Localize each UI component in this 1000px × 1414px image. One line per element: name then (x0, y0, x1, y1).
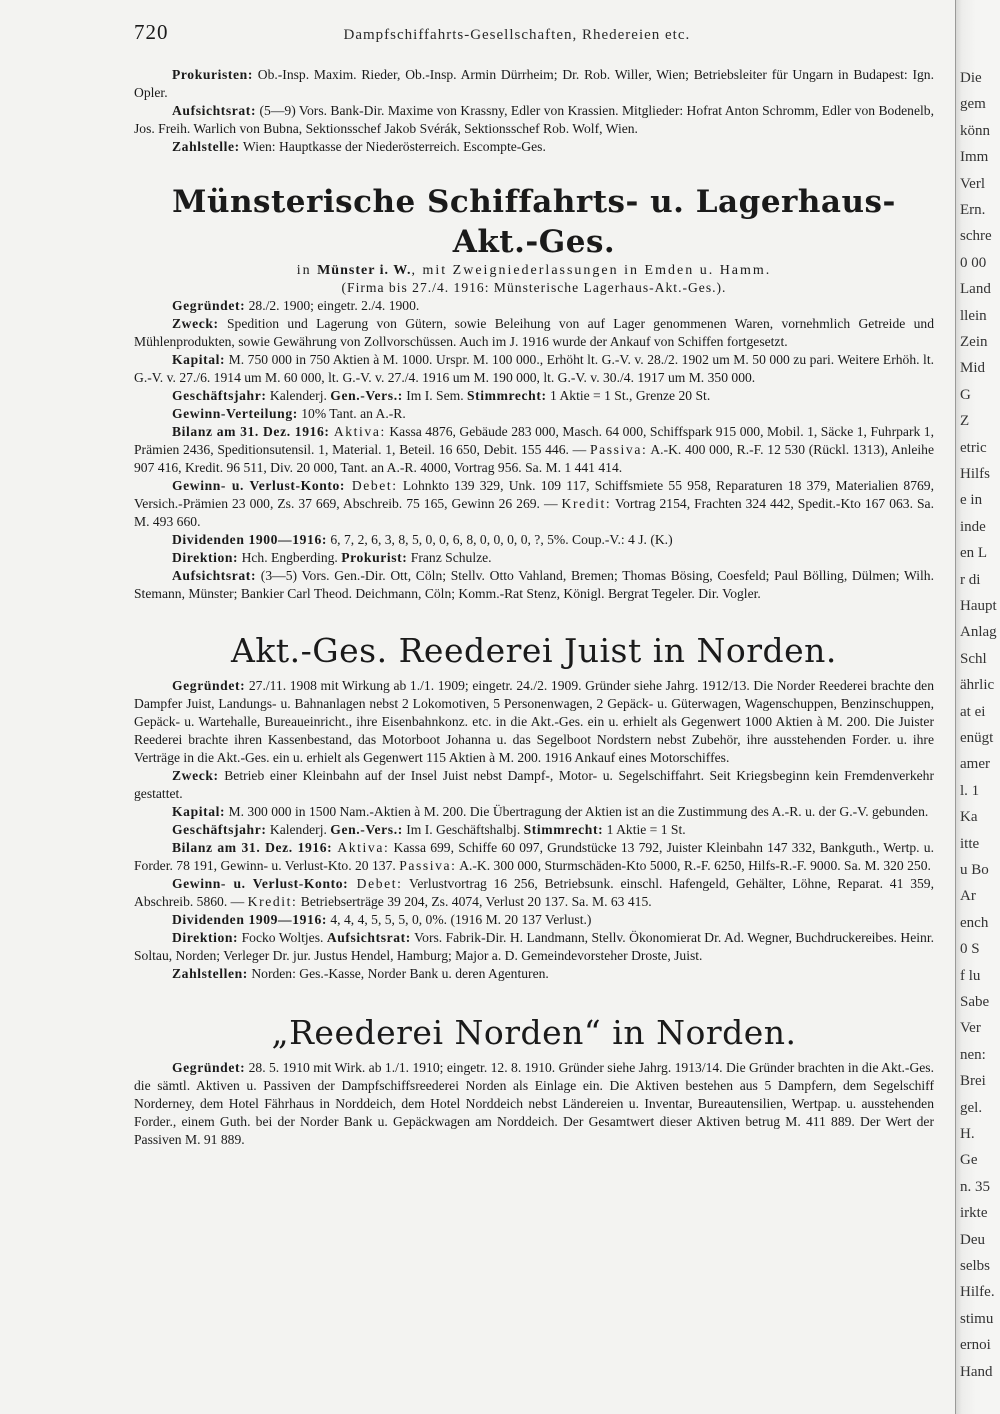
field-text: Kassa 4876, Gebäude 283 000, Masch. 64 000, Schiffspark 915 000, Mobil. 1, Säcke 1, Fuhrpark 1, Prämien 2436, Speditionsutensil. 1, Material. 1, Beteil. 16 650, Debit. 155 446. — (134, 424, 934, 457)
edge-fragment: en L (960, 545, 988, 561)
edge-fragment: n. 35 (960, 1179, 990, 1195)
field-text: A.-K. 300 000, Sturmschäden-Kto 5000, R.-F. 6250, Hilfs-R.-F. 9000. Sa. M. 320 250. (456, 858, 931, 873)
field-text: Kalenderj. (266, 388, 331, 403)
field-label: Gen.-Vers.: (330, 388, 403, 403)
entry-zweck (134, 767, 934, 803)
entry-dividenden (134, 531, 934, 549)
page-content (134, 66, 934, 1149)
field-label: Direktion: (172, 550, 239, 565)
edge-fragment: Deu (960, 1232, 985, 1248)
entry-zahlstelle (134, 138, 934, 156)
edge-fragment: schre (960, 228, 992, 244)
adjacent-page-edge (955, 0, 1000, 1414)
field-label: Stimmrecht: (523, 822, 604, 837)
entry-zahlstellen (134, 965, 934, 983)
edge-fragment: irkte (960, 1205, 988, 1221)
field-label: Zahlstelle: (172, 139, 240, 154)
field-label: Prokuristen: (172, 67, 253, 82)
field-label: Stimmrecht: (467, 388, 547, 403)
edge-fragment: Brei (960, 1073, 986, 1089)
debet-label: Debet: (345, 478, 398, 493)
field-text: Franz Schulze. (407, 550, 492, 565)
entry-gegruendet (134, 677, 934, 767)
edge-fragment: Land (960, 281, 991, 297)
edge-fragment: Ar (960, 888, 976, 904)
edge-fragment: Die (960, 70, 982, 86)
field-label: Gewinn- u. Verlust-Konto: (172, 876, 349, 891)
kredit-label: Kredit: (561, 496, 612, 511)
edge-fragment: könn (960, 123, 990, 139)
field-text: 28. 5. 1910 mit Wirk. ab 1./1. 1910; eingetr. 12. 8. 1910. Gründer siehe Jahrg. 1913/14. Die Gründer brachten in die Akt.-Ges. die sämtl. Aktiven u. Passiven der Dampfschiffsreederei Norden als Einlage ein. Die Aktiven bestehen aus 5 Dampfern, dem Segelschiff Norderney, dem Hotel Fährhaus in Norddeich, dem Hotel Norddeich nebst Ländereien u. Inventar, Bureautensilien, Wertpap. u. ausstehenden Forder., einem Guth. bei der Norder Bank u. Gepäckwagen am Norddeich. Der Gesamtwert dieser Aktiven betrug M. 411 889. Der Wert der Passiven M. 91 889. (134, 1060, 934, 1147)
edge-fragment: G (960, 387, 971, 403)
field-label: Gen.-Vers.: (330, 822, 403, 837)
field-text: Kalenderj. (266, 822, 331, 837)
kredit-label: Kredit: (247, 894, 298, 909)
edge-fragment: Z (960, 413, 970, 429)
entry-kapital (134, 351, 934, 387)
edge-fragment: 0 00 (960, 255, 987, 271)
field-label: Dividenden 1900—1916: (172, 532, 327, 547)
entry-bilanz (134, 423, 934, 477)
field-label: Bilanz am 31. Dez. 1916: (172, 840, 333, 855)
field-text: 1 Aktie = 1 St. (603, 822, 686, 837)
entry-gegruendet (134, 297, 934, 315)
field-text: (3—5) Vors. Gen.-Dir. Ott, Cöln; Stellv. Otto Vahland, Bremen; Thomas Bösing, Coesfeld; Paul Bölling, Dülmen; Wilh. Stemann, Münster; Bankier Carl Theod. Deichmann, Cöln; Komm.-Rat Stenz, Königl. Bergrat Tegeler. Dir. Vogler. (134, 568, 934, 601)
running-title: Dampfschiffahrts-Gesellschaften, Rhedereien etc. (343, 27, 691, 43)
field-label: Zweck: (172, 316, 219, 331)
edge-fragment: H. (960, 1126, 975, 1142)
entry-kapital (134, 803, 934, 821)
edge-fragment: Hilfe. (960, 1284, 995, 1300)
field-text: Spedition und Lagerung von Gütern, sowie Beleihung von auf Lager genommenen Waren, vornehmlich Getreide und Mühlenprodukten, sowie Gewährung von Zollvorschüssen. Auch im J. 1916 wurde der Ankauf von Schiffen fortgesetzt. (134, 316, 934, 349)
field-text: A.-K. 400 000, R.-F. 12 530 (Rückl. 1313), Anleihe 907 416, Kredit. 96 511, Div. 20 000, Tant. an A.-R. 4000, Vortrag 956. Sa. M. 1 441 414. (134, 442, 935, 475)
field-label: Gewinn- u. Verlust-Konto: (172, 478, 346, 493)
entry-gewinn-verteilung (134, 405, 934, 423)
field-label: Dividenden 1909—1916: (172, 912, 327, 927)
edge-fragment: Hilfs (960, 466, 990, 482)
company-title-muenster: Münsterische Schiffahrts- u. Lagerhaus-Akt.-Ges. (172, 184, 896, 260)
field-text: Ob.-Insp. Maxim. Rieder, Ob.-Insp. Armin Dürrheim; Dr. Rob. Willer, Wien; Betriebsleiter für Ungarn in Budapest: Ign. Opler. (134, 67, 934, 100)
field-text: Focko Woltjes. (238, 930, 327, 945)
field-label: Gewinn-Verteilung: (172, 406, 298, 421)
field-label: Zahlstellen: (172, 966, 248, 981)
field-text: Hch. Engberding. (238, 550, 342, 565)
edge-fragment: Imm (960, 149, 989, 165)
field-text: M. 300 000 in 1500 Nam.-Aktien à M. 200. Die Übertragung der Aktien ist an die Zustimmung des A.-R. u. der G.-V. gebunden. (225, 804, 929, 819)
field-label: Bilanz am 31. Dez. 1916: (172, 424, 330, 439)
edge-fragment: amer (960, 756, 990, 772)
edge-fragment: ench (960, 915, 989, 931)
field-text: 28./2. 1900; eingetr. 2./4. 1900. (245, 298, 420, 313)
field-text: 27./11. 1908 mit Wirkung ab 1./1. 1909; eingetr. 24./2. 1909. Gründer siehe Jahrg. 1912/13. Die Norder Reederei brachte den Dampfer Juist, Landungs- u. Bahnanlagen nebst 2 Lokomotiven, 5 Personenwagen, 2 Gepäck- u. Güterwagen, Wagenschuppen, Benzinschuppen, Gepäck- u. Wartehalle, Bureaueinricht., ihre Eisenbahnkonz. etc. in die Akt.-Ges. ein u. erhielt als Gegenwert 1000 Aktien à M. 200. Die Juister Reederei brachte ihren Kassenbestand, das Motorboot Johanna u. das Segelboot Nordstern nebst Zubehör, ihre ausstehenden Forder. u. ihre Verträge in die Akt.-Ges. ein u. erhielt als Gegenwert 115 Aktien à M. 200. 1916 Ankauf eines Motorschiffes. (134, 678, 934, 765)
field-text: Verlustvortrag 16 256, Betriebsunk. einschl. Hafengeld, Gehälter, Löhne, Reparat. 41 359, Abschreib. 5860. — (134, 876, 934, 909)
field-label: Geschäftsjahr: (172, 388, 267, 403)
field-text: Vortrag 2154, Frachten 324 442, Spedit.-Kto 167 063. Sa. M. 493 660. (134, 496, 934, 529)
page-header (134, 20, 938, 45)
page-number: 720 (134, 20, 169, 44)
field-text: (5—9) Vors. Bank-Dir. Maxime von Krassny, Edler von Krassien. Mitglieder: Hofrat Anton Schromm, Edler von Bodenelb, Jos. Freih. Warlich von Bubna, Sektionsschef Jakob Svérák, Sektionsschef Rob. Wolf, Wien. (134, 103, 934, 136)
company-former-name: (Firma bis 27./4. 1916: Münsterische Lagerhaus-Akt.-Ges.). (341, 280, 727, 295)
field-label: Prokurist: (341, 550, 408, 565)
field-label: Aufsichtsrat: (172, 568, 257, 583)
edge-fragment: etric (960, 440, 987, 456)
entry-aufsichtsrat (134, 102, 934, 138)
field-text: Im I. Geschäftshalbj. (402, 822, 524, 837)
field-text: 1 Aktie = 1 St., Grenze 20 St. (546, 388, 711, 403)
edge-fragment: inde (960, 519, 986, 535)
edge-fragment: Verl (960, 176, 985, 192)
edge-fragment: l. 1 (960, 783, 980, 799)
field-label: Aufsichtsrat: (172, 103, 257, 118)
field-text: 4, 4, 4, 5, 5, 5, 0, 0%. (1916 M. 20 137 Verlust.) (326, 912, 592, 927)
field-label: Gegründet: (172, 678, 246, 693)
entry-gegruendet (134, 1059, 934, 1149)
field-text: Lohnkto 139 329, Unk. 109 117, Schiffsmiete 55 958, Reparaturen 18 379, Materialien 8769, Versich.-Prämien 23 000, Zs. 37 669, Abschreib. 75 165, Gewinn 26 269. — (134, 478, 934, 511)
edge-fragment: at ei (960, 704, 986, 720)
edge-fragment: u Bo (960, 862, 989, 878)
company-title-norden: „Reederei Norden“ in Norden. (271, 1013, 797, 1052)
edge-fragment: stimu (960, 1311, 994, 1327)
entry-direktion (134, 929, 934, 965)
entry-dividenden (134, 911, 934, 929)
entry-geschaeftsjahr (134, 387, 934, 405)
edge-fragment: nen: (960, 1047, 986, 1063)
field-label: Aufsichtsrat: (326, 930, 411, 945)
edge-fragment: f lu (960, 968, 981, 984)
entry-bilanz (134, 839, 934, 875)
field-label: Kapital: (172, 352, 226, 367)
entry-zweck (134, 315, 934, 351)
edge-fragment: 0 S (960, 941, 980, 957)
field-label: Gegründet: (172, 298, 246, 313)
field-text: Wien: Hauptkasse der Niederösterreich. Escompte-Ges. (239, 139, 546, 154)
field-label: Direktion: (172, 930, 239, 945)
edge-fragment: r di (960, 572, 981, 588)
location-place: Münster i. W. (317, 263, 412, 278)
field-text: Betrieb einer Kleinbahn auf der Insel Juist nebst Dampf-, Motor- u. Segelschiffahrt. Seit Kriegsbeginn kein Fremdenverkehr gestattet. (134, 768, 934, 801)
entry-geschaeftsjahr (134, 821, 934, 839)
company-location (134, 262, 934, 279)
field-text: Norden: Ges.-Kasse, Norder Bank u. deren Agenturen. (247, 966, 549, 981)
location-rest: , mit Zweigniederlassungen in Emden u. Hamm. (411, 263, 772, 278)
edge-fragment: Haupt (960, 598, 997, 614)
edge-fragment: selbs (960, 1258, 990, 1274)
edge-fragment: Ern. (960, 202, 986, 218)
edge-fragment: Anlag (960, 624, 997, 640)
entry-prokuristen (134, 66, 934, 102)
edge-fragment: Zein (960, 334, 988, 350)
field-text: Kassa 699, Schiffe 60 097, Grundstücke 13 792, Juister Kleinbahn 147 332, Bankguth., Wertp. u. Forder. 78 191, Gewinn- u. Verlust-Kto. 20 137. (134, 840, 934, 873)
field-label: Gegründet: (172, 1060, 246, 1075)
passiva-label: Passiva: (399, 858, 457, 873)
aktiva-label: Aktiva: (329, 424, 386, 439)
entry-direktion (134, 549, 934, 567)
field-text: Vors. Fabrik-Dir. H. Landmann, Stellv. Ökonomierat Dr. Ad. Wegner, Buchdruckereibes. Heinr. Soltau, Norden; Verleger Dr. jur. Justus Hendel, Hamburg; Major a. D. Gemeindevorsteher Droste, Juist. (134, 930, 934, 963)
edge-fragment: gem (960, 96, 986, 112)
field-text: 10% Tant. an A.-R. (297, 406, 406, 421)
edge-fragment: itte (960, 836, 980, 852)
edge-fragment: Ver (960, 1020, 981, 1036)
field-label: Kapital: (172, 804, 226, 819)
field-text: Im I. Sem. (402, 388, 468, 403)
edge-fragment: Mid (960, 360, 986, 376)
edge-fragment: Sabe (960, 994, 990, 1010)
company-title-juist: Akt.-Ges. Reederei Juist in Norden. (231, 631, 837, 670)
edge-fragment: ährlic (960, 677, 995, 693)
edge-fragment: Schl (960, 651, 987, 667)
field-text: 6, 7, 2, 6, 3, 8, 5, 0, 0, 6, 8, 0, 0, 0, 0, ?, 5%. Coup.-V.: 4 J. (K.) (326, 532, 673, 547)
field-label: Geschäftsjahr: (172, 822, 267, 837)
aktiva-label: Aktiva: (332, 840, 390, 855)
edge-fragment: enügt (960, 730, 994, 746)
edge-fragment: Ge (960, 1152, 978, 1168)
entry-gewinn-verlust (134, 875, 934, 911)
edge-fragment: Ka (960, 809, 978, 825)
debet-label: Debet: (348, 876, 403, 891)
edge-fragment: ernoi (960, 1337, 991, 1353)
field-text: M. 750 000 in 750 Aktien à M. 1000. Urspr. M. 100 000., Erhöht lt. G.-V. v. 28./2. 1902 um M. 50 000 zu pari. Weitere Erhöh. lt. G.-V. v. 27./6. 1914 um M. 60 000, lt. G.-V. v. 27./4. 1916 um M. 190 000, lt. G.-V. v. 30./4. 1917 um M. 350 000. (134, 352, 934, 385)
edge-fragment: e in (960, 492, 983, 508)
field-label: Zweck: (172, 768, 219, 783)
location-prefix: in (296, 263, 318, 278)
field-text: Betriebserträge 39 204, Zs. 4074, Verlust 20 137. Sa. M. 63 415. (297, 894, 652, 909)
passiva-label: Passiva: (589, 442, 648, 457)
entry-gewinn-verlust (134, 477, 934, 531)
edge-fragment: gel. (960, 1100, 983, 1116)
entry-aufsichtsrat (134, 567, 934, 603)
edge-fragment: Hand (960, 1364, 993, 1380)
edge-fragment: llein (960, 308, 987, 324)
